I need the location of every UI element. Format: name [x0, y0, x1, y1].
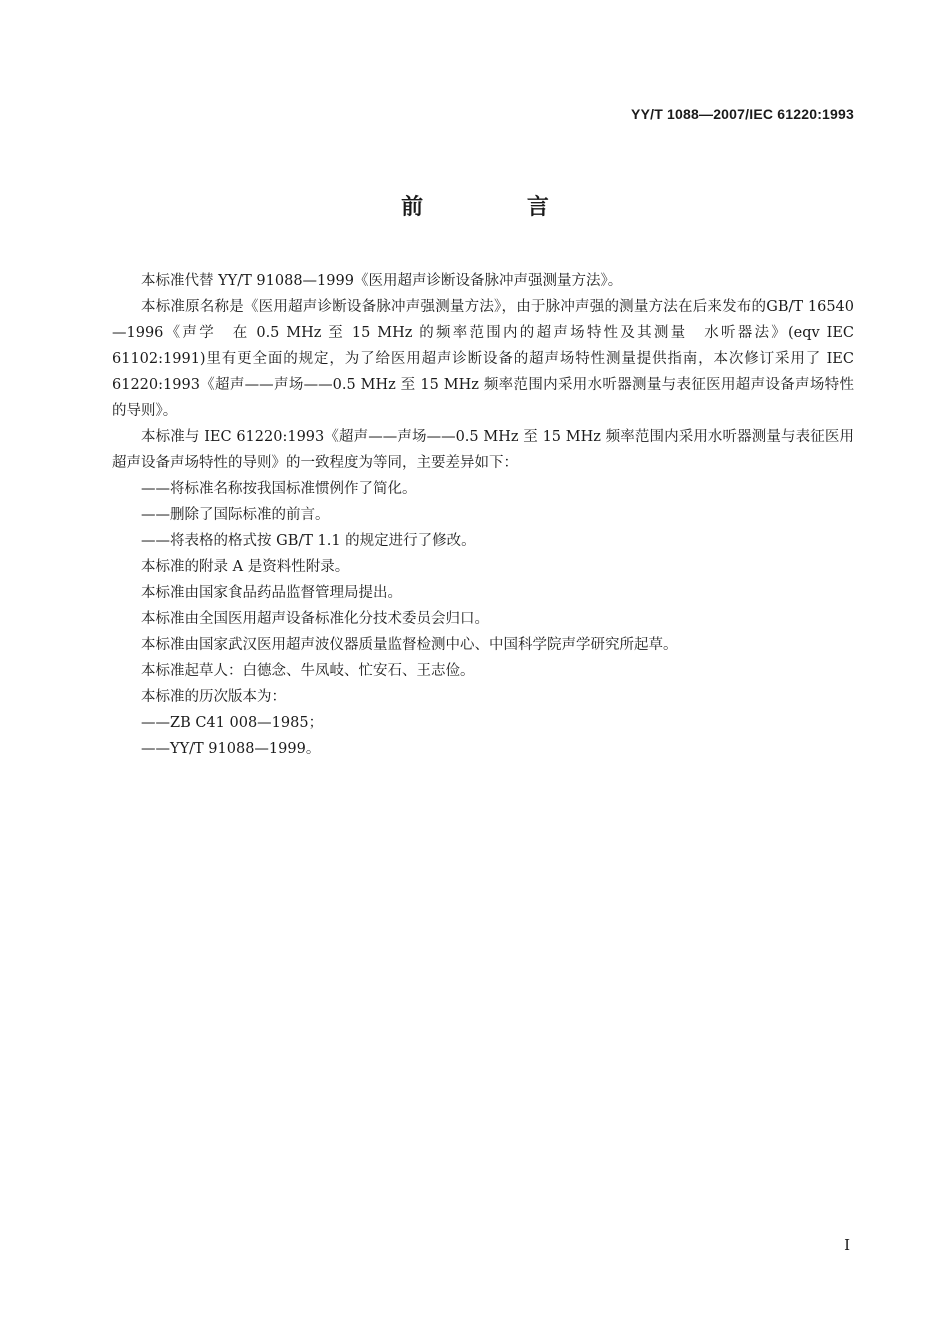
paragraph-replacement: 本标准代替 YY/T 91088—1999《医用超声诊断设备脉冲声强测量方法》。 — [141, 273, 623, 289]
foreword-body — [112, 268, 854, 762]
list-item-difference: ——将表格的格式按 GB/T 1.1 的规定进行了修改。 — [141, 533, 476, 549]
paragraph-drafting-org: 本标准由国家武汉医用超声波仪器质量监督检测中心、中国科学院声学研究所起草。 — [141, 637, 678, 653]
paragraph-proposer: 本标准由国家食品药品监督管理局提出。 — [141, 585, 402, 601]
page-title: 前 言 — [401, 195, 597, 220]
list-item-version: ——YY/T 91088—1999。 — [141, 741, 321, 757]
list-item-version: ——ZB C41 008—1985； — [141, 715, 324, 731]
paragraph-versions-intro: 本标准的历次版本为： — [141, 689, 286, 705]
paragraph-drafters: 本标准起草人：白德念、牛凤岐、忙安石、王志俭。 — [141, 663, 475, 679]
standard-code: YY/T 1088—2007/IEC 61220:1993 — [631, 106, 854, 122]
paragraph-annex-note: 本标准的附录 A 是资料性附录。 — [141, 559, 350, 575]
paragraph-history: 本标准原名称是《医用超声诊断设备脉冲声强测量方法》，由于脉冲声强的测量方法在后来发布的GB/T 16540—1996《声学 在 0.5 MHz 至 15 MHz 的频率范围内的超声场特性及其测量 水听器法》(eqv IEC 61102:1991)里有更全面的规定，为了给医用超声诊断设备的超声场特性测量提供指南，本次修订采用了 IEC 61220:1993《超声——声场——0.5 MHz 至 15 MHz 频率范围内采用水听器测量与表征医用超声设备声场特性的导则》。 — [112, 299, 854, 419]
paragraph-committee: 本标准由全国医用超声设备标准化分技术委员会归口。 — [141, 611, 489, 627]
paragraph-equivalence: 本标准与 IEC 61220:1993《超声——声场——0.5 MHz 至 15 MHz 频率范围内采用水听器测量与表征医用超声设备声场特性的导则》的一致程度为等同，主要差异如下： — [112, 429, 854, 471]
list-item-difference: ——将标准名称按我国标准惯例作了简化。 — [141, 481, 417, 497]
page-number: I — [844, 1236, 850, 1254]
list-item-difference: ——删除了国际标准的前言。 — [141, 507, 330, 523]
